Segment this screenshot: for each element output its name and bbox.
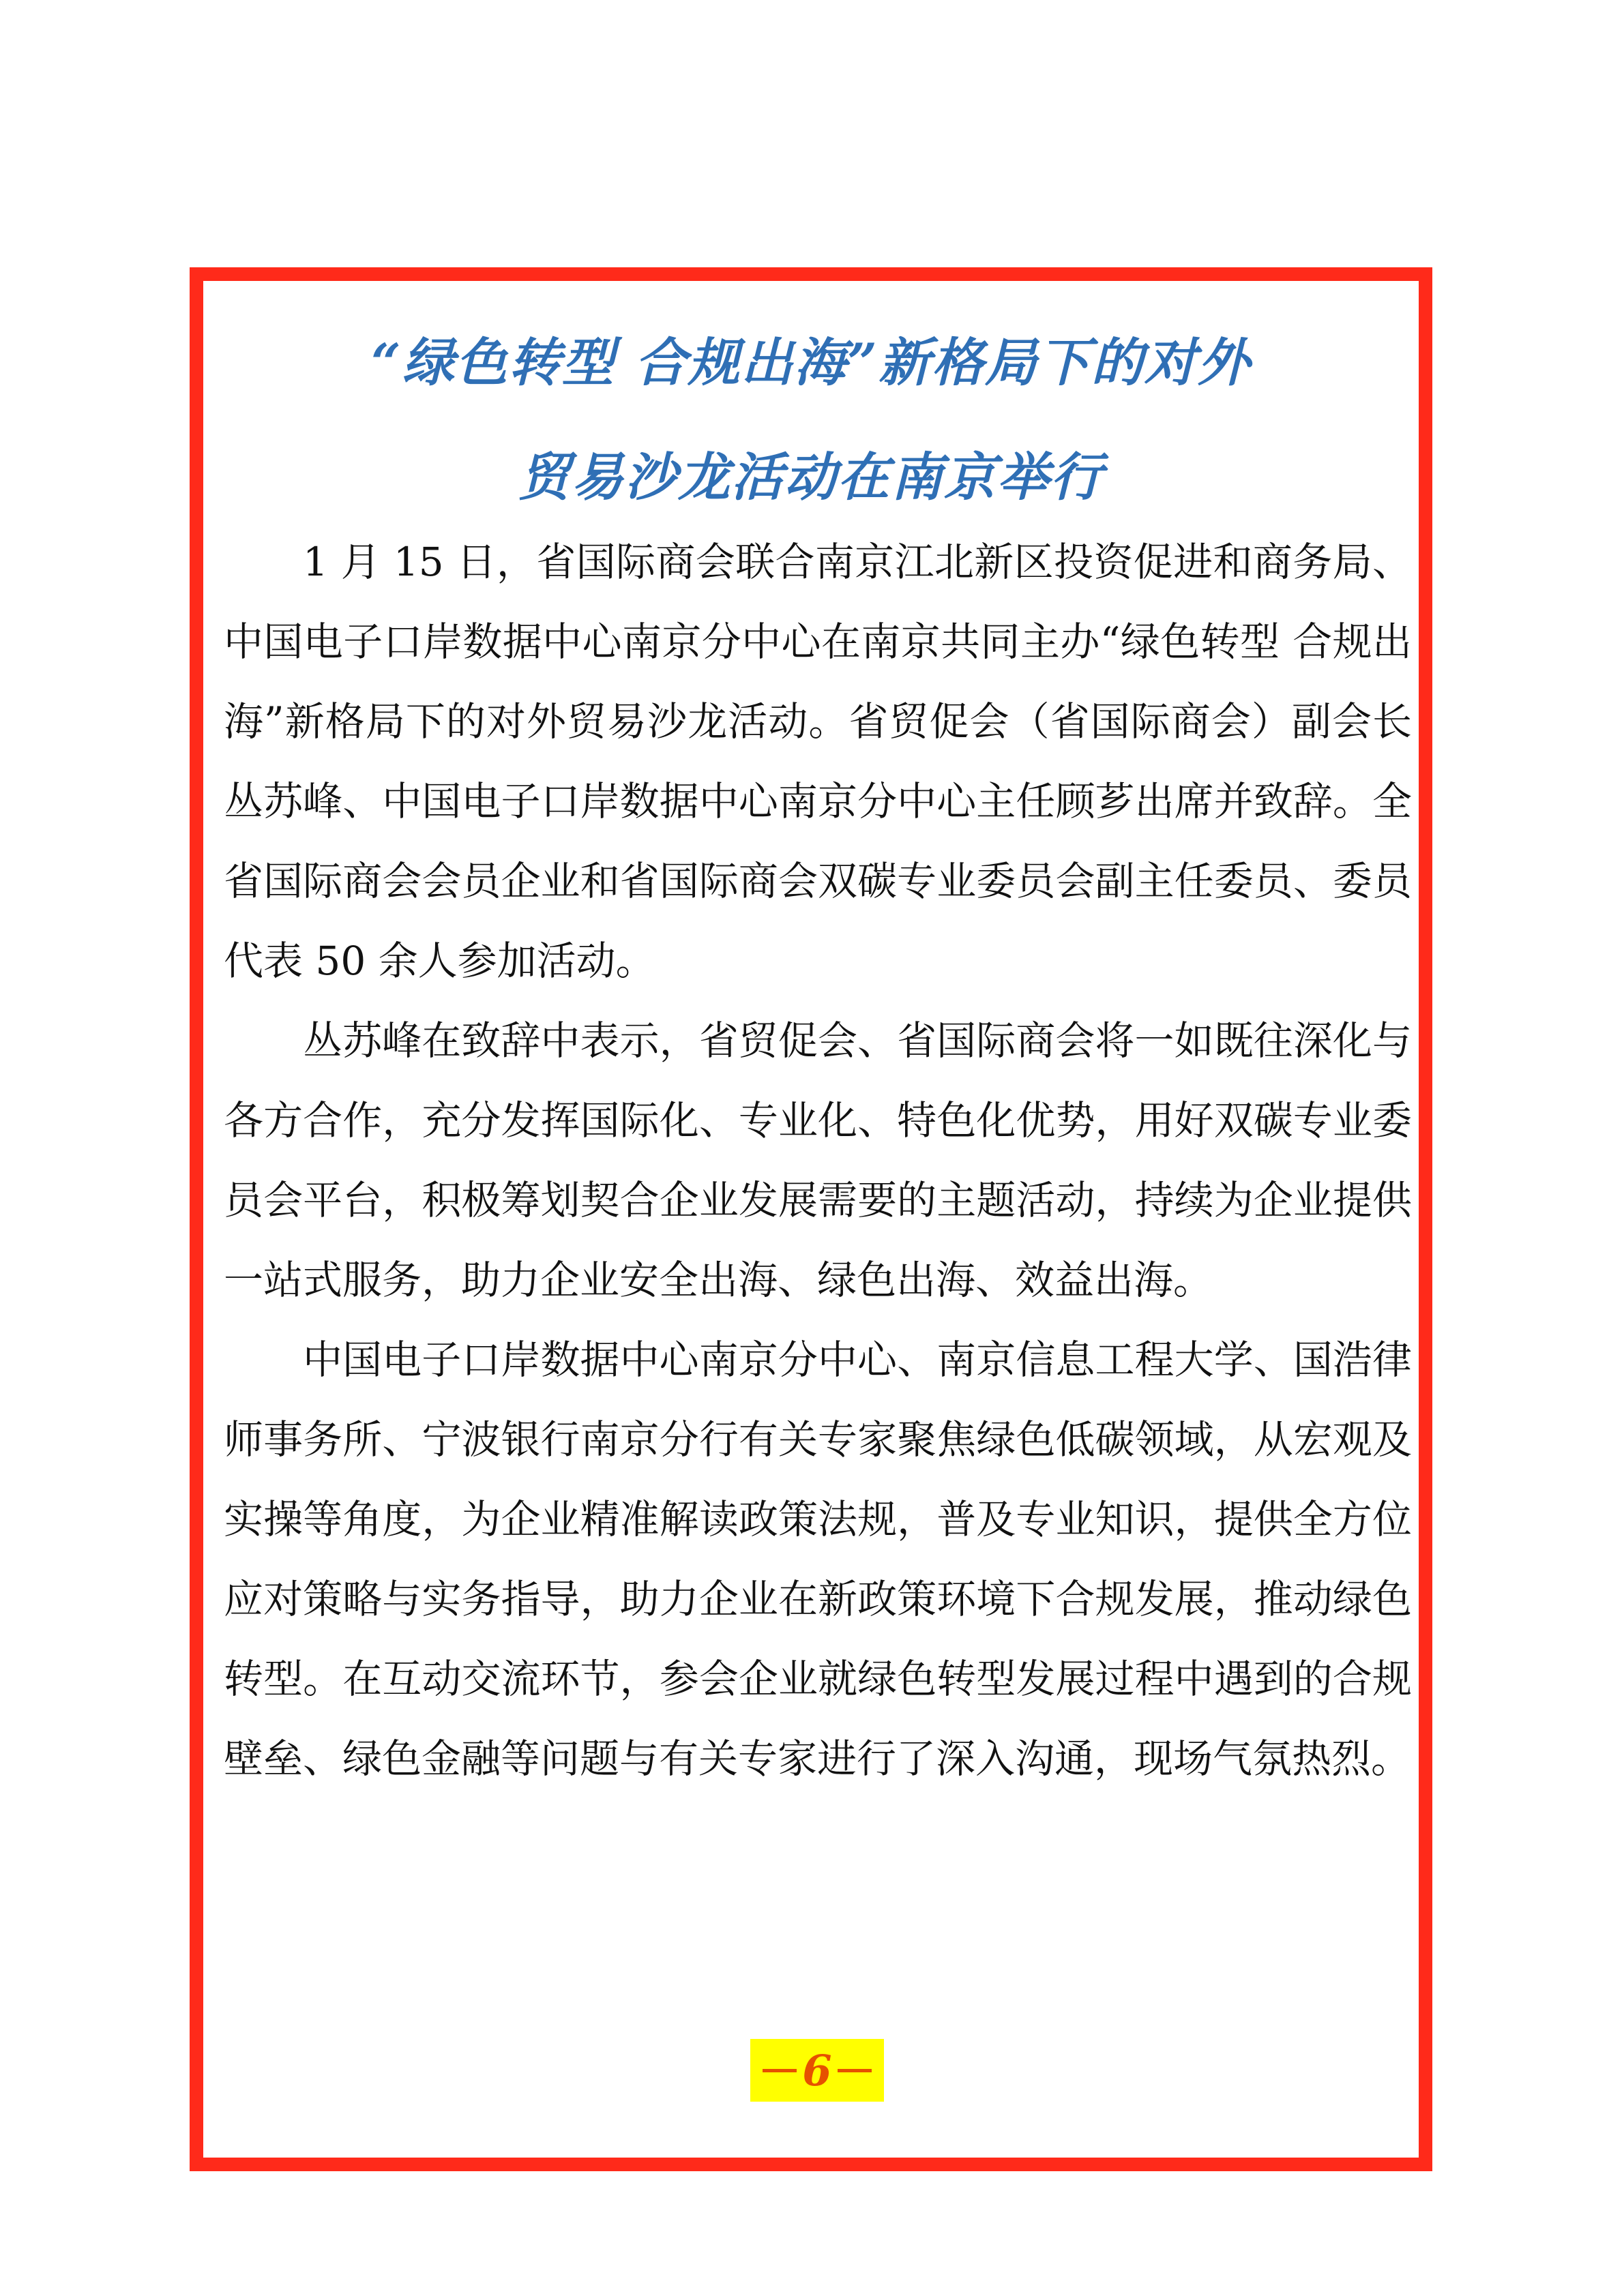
page-number-dash-right — [838, 2069, 872, 2072]
page-number: 6 — [802, 2045, 832, 2096]
page-frame — [190, 267, 1432, 2171]
paragraph-2: 丛苏峰在致辞中表示，省贸促会、省国际商会将一如既往深化与各方合作，充分发挥国际化、专业化、特色化优势，用好双碳专业委员会平台，积极筹划契合企业发展需要的主题活动，持续为企业提供一站式服务，助力企业安全出海、绿色出海、效益出海。 — [224, 1017, 1412, 1303]
article-title-line-1: “绿色转型 合规出海”新格局下的对外 — [371, 332, 1251, 393]
page-number-dash-left — [763, 2069, 797, 2072]
article-body — [224, 522, 1412, 1799]
paragraph-3: 中国电子口岸数据中心南京分中心、南京信息工程大学、国浩律师事务所、宁波银行南京分行有关专家聚焦绿色低碳领域，从宏观及实操等角度，为企业精准解读政策法规，普及专业知识，提供全方位应对策略与实务指导，助力企业在新政策环境下合规发展，推动绿色转型。在互动交流环节，参会企业就绿色转型发展过程中遇到的合规壁垒、绿色金融等问题与有关专家进行了深入沟通，现场气氛热烈。 — [224, 1337, 1412, 1782]
paragraph-1: 1 月 15 日，省国际商会联合南京江北新区投资促进和商务局、中国电子口岸数据中心南京分中心在南京共同主办“绿色转型 合规出海”新格局下的对外贸易沙龙活动。省贸促会（省国际商会）副会长丛苏峰、中国电子口岸数据中心南京分中心主任顾芗出席并致辞。全省国际商会会员企业和省国际商会双碳专业委员会副主任委员、委员代表 50 余人参加活动。 — [224, 539, 1412, 984]
page-number-badge — [750, 2039, 884, 2102]
article-title-line-2: 贸易沙龙活动在南京举行 — [518, 447, 1104, 507]
